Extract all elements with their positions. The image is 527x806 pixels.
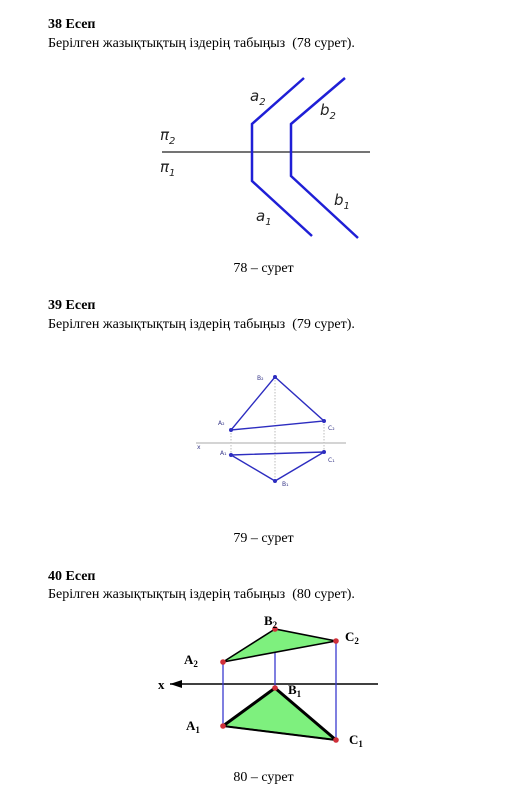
label-a1: A₁ <box>220 450 227 457</box>
label-x: x <box>158 677 165 692</box>
problem-40-task: Берілген жазықтықтың іздерің табыңыз (80 сурет). <box>48 587 355 602</box>
triangle-projection-2 <box>231 377 324 430</box>
label-c2: $C_2$ <box>345 629 359 646</box>
figure-78-caption: 78 – сурет <box>233 261 294 276</box>
label-pi1: $\pi_1$ <box>160 158 176 179</box>
label-x: x <box>197 444 201 451</box>
label-c1: C₁ <box>328 457 335 464</box>
triangle-projection-1 <box>231 452 324 481</box>
label-pi2: $\pi_2$ <box>160 126 176 147</box>
label-b1: $B_1$ <box>288 682 302 699</box>
label-a1: $a_1$ <box>256 207 272 228</box>
figure-80-caption: 80 – сурет <box>233 770 294 785</box>
problem-40-heading: 40 Есеп <box>48 569 96 584</box>
label-a2: A₂ <box>218 420 225 427</box>
label-a2: $A_2$ <box>184 652 198 669</box>
label-b1: $b_1$ <box>334 191 350 212</box>
problem-39-task: Берілген жазықтықтың іздерің табыңыз (79 сурет). <box>48 317 355 332</box>
label-b2: $B_2$ <box>264 613 278 630</box>
label-a2: $a_2$ <box>250 87 266 108</box>
problem-38-task: Берілген жазықтықтың іздерің табыңыз (78 сурет). <box>48 36 355 51</box>
label-c1: $C_1$ <box>349 732 363 749</box>
label-b2: B₂ <box>257 375 264 382</box>
figure-80-drawing <box>158 613 378 749</box>
figure-79-caption: 79 – сурет <box>233 531 294 546</box>
problem-39-heading: 39 Есеп <box>48 298 96 313</box>
problem-38-heading: 38 Есеп <box>48 17 96 32</box>
label-b2: $b_2$ <box>320 101 336 122</box>
label-c2: C₂ <box>328 425 335 432</box>
triangle-projection-2 <box>223 629 336 662</box>
x-axis-arrow <box>170 680 182 688</box>
figure-79-drawing <box>196 375 346 488</box>
figure-78-drawing <box>160 78 370 238</box>
label-a1: $A_1$ <box>186 718 200 735</box>
label-b1: B₁ <box>282 481 289 488</box>
